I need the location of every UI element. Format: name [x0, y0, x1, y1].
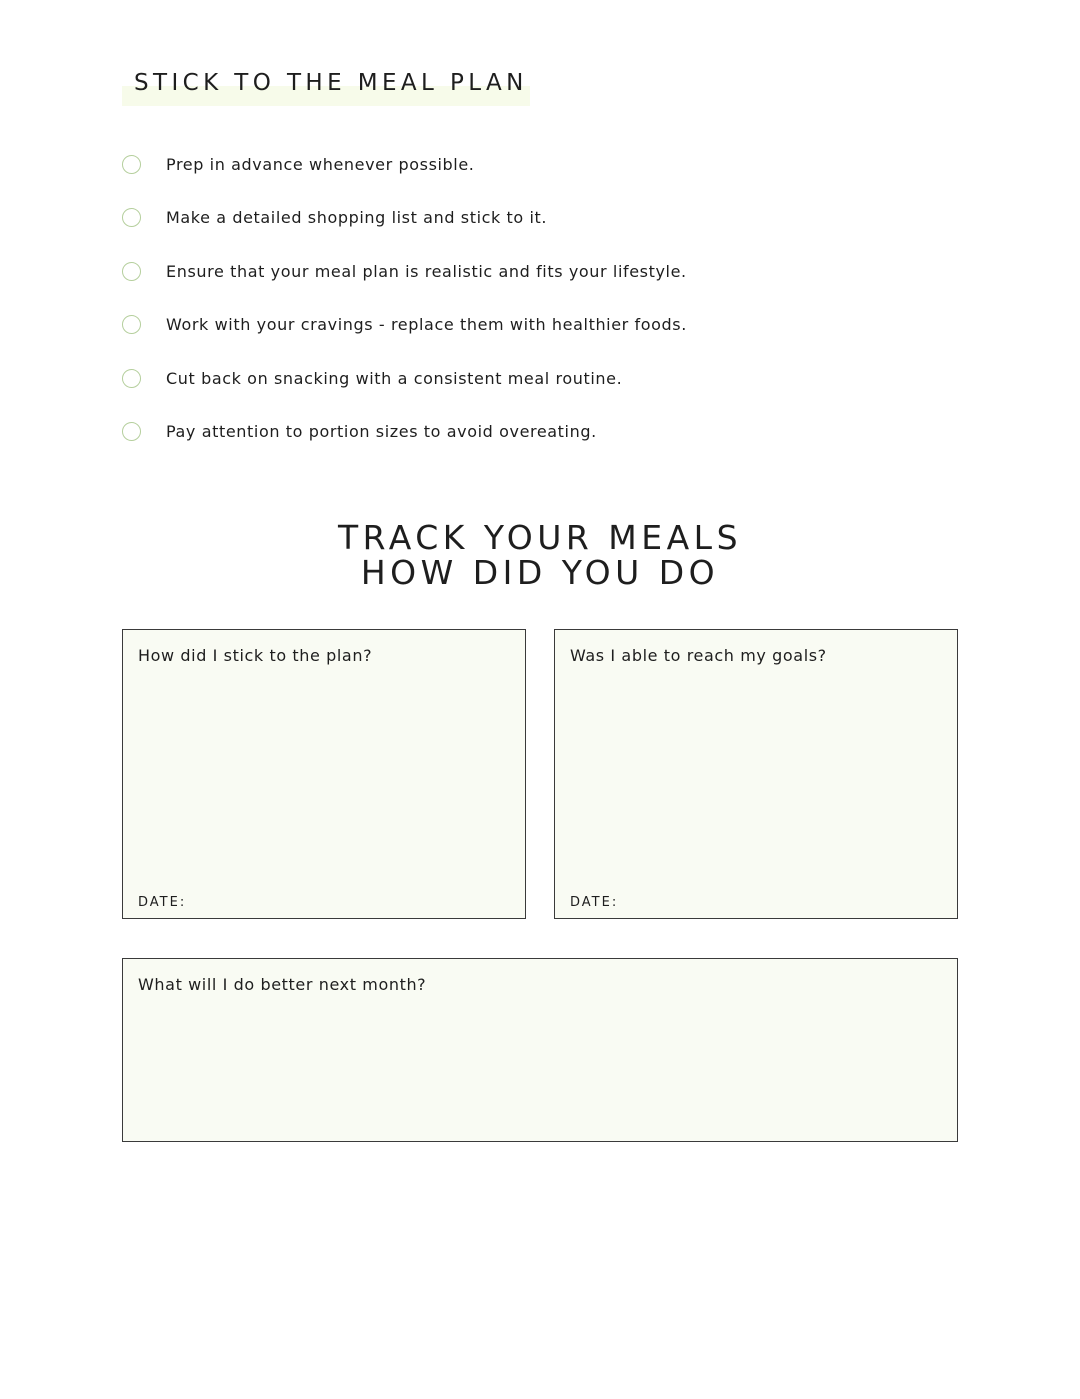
checklist-item-label: Prep in advance whenever possible. [166, 154, 475, 174]
box-prompt: What will I do better next month? [138, 975, 427, 994]
checkbox-circle[interactable] [122, 315, 141, 334]
checklist-item[interactable] [122, 364, 687, 392]
checklist-item-label: Work with your cravings - replace them with healthier foods. [166, 315, 687, 335]
checklist-item-label: Ensure that your meal plan is realistic and fits your lifestyle. [166, 261, 687, 281]
checklist-item[interactable] [122, 204, 687, 232]
checklist-item-label: Cut back on snacking with a consistent meal routine. [166, 368, 623, 388]
section-heading-text: STICK TO THE MEAL PLAN [134, 70, 528, 96]
stick-to-plan-box [122, 629, 526, 919]
reach-goals-box [554, 629, 958, 919]
box-prompt: Was I able to reach my goals? [570, 646, 827, 665]
checklist-item[interactable] [122, 150, 687, 178]
date-label: DATE: [138, 895, 187, 910]
checkbox-circle[interactable] [122, 262, 141, 281]
track-title-line-1: TRACK YOUR MEALS [337, 518, 743, 557]
checklist-item[interactable] [122, 311, 687, 339]
reach-goals-answer-field[interactable] [570, 680, 942, 874]
checklist-item[interactable] [122, 418, 687, 446]
checkbox-circle[interactable] [122, 208, 141, 227]
checkbox-circle[interactable] [122, 369, 141, 388]
checkbox-circle[interactable] [122, 155, 141, 174]
checkbox-circle[interactable] [122, 422, 141, 441]
box-prompt: How did I stick to the plan? [138, 646, 373, 665]
checklist-item-label: Pay attention to portion sizes to avoid overeating. [166, 422, 597, 442]
next-month-box [122, 958, 958, 1142]
next-month-answer-field[interactable] [138, 1009, 942, 1125]
track-title [0, 520, 1080, 590]
stick-to-plan-answer-field[interactable] [138, 680, 510, 874]
date-label: DATE: [570, 895, 619, 910]
section-heading [122, 66, 530, 106]
checklist-item-label: Make a detailed shopping list and stick to it. [166, 208, 548, 228]
meal-plan-checklist [122, 150, 687, 472]
track-title-line-2: HOW DID YOU DO [360, 553, 720, 592]
checklist-item[interactable] [122, 257, 687, 285]
